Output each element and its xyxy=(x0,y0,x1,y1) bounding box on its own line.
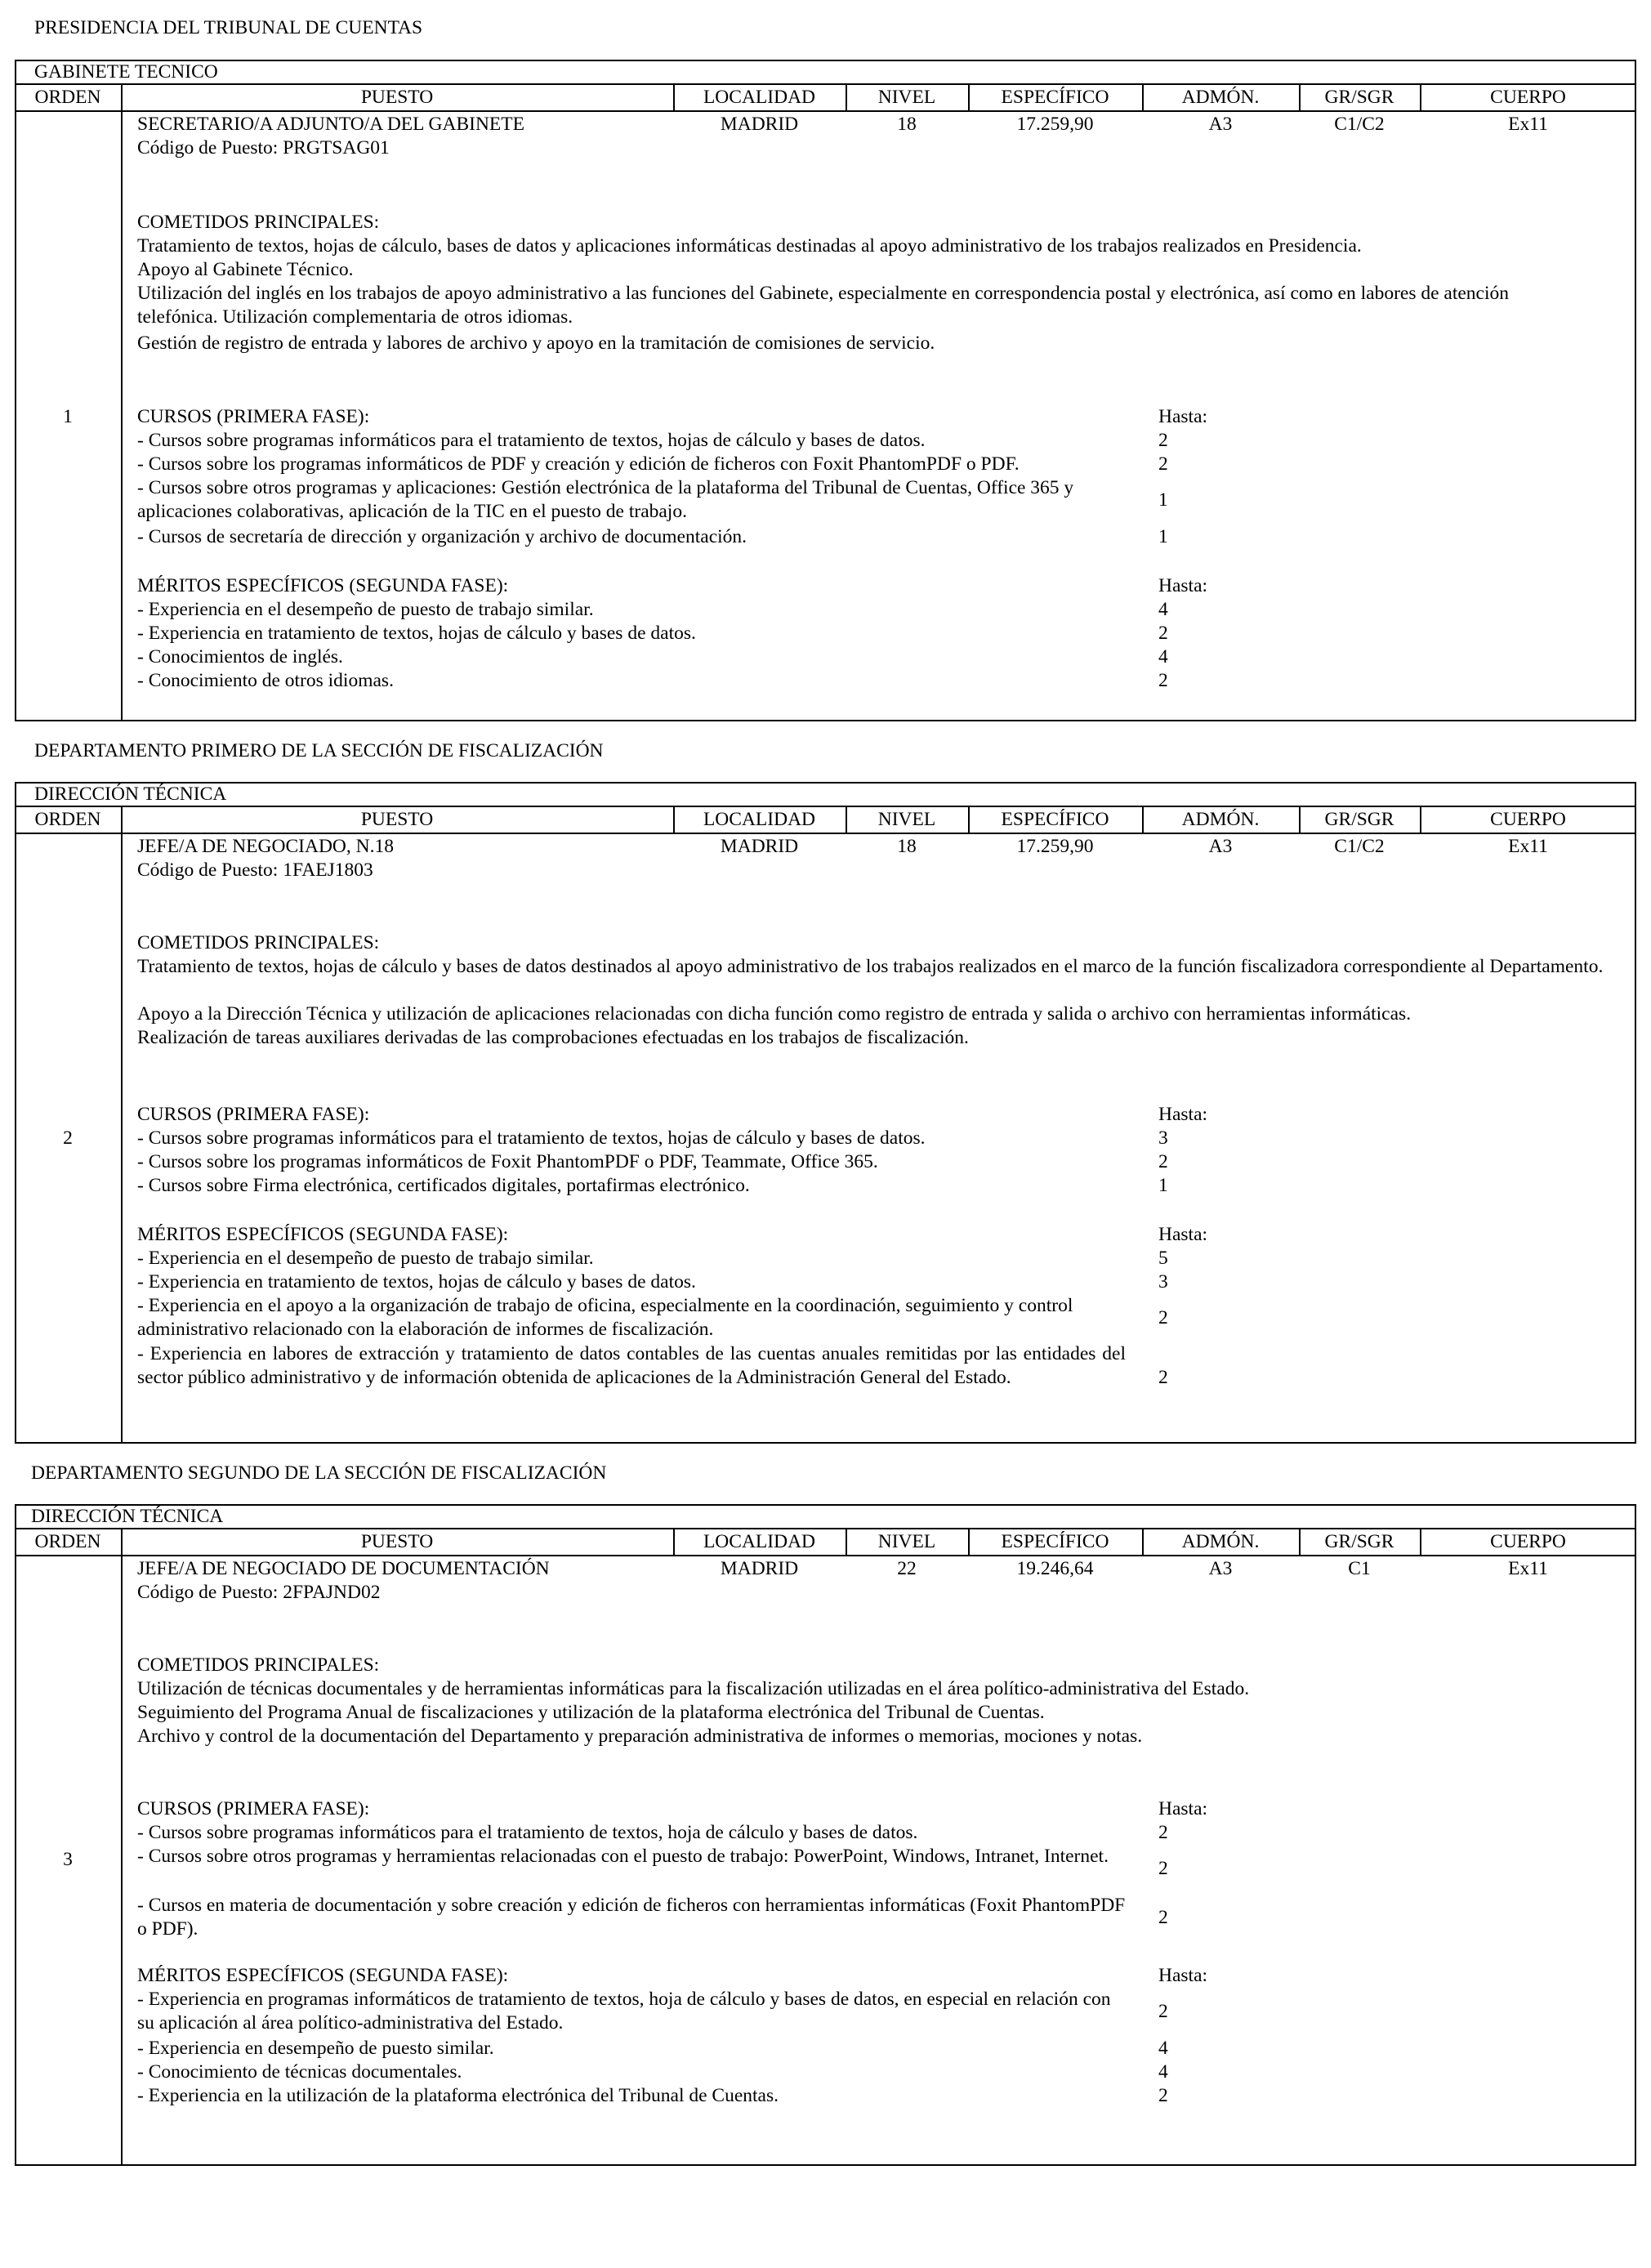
merito-item: - Experiencia en programas informáticos de tratamiento de textos, hoja de cálculo y bases de datos, en especial en relación con su aplicación al área político-administrativa del Estado. xyxy=(137,1989,1111,2034)
curso-points: 1 xyxy=(1158,489,1168,511)
header-grsgr: GR/SGR xyxy=(1324,87,1394,108)
meritos-title: MÉRITOS ESPECÍFICOS (SEGUNDA FASE): xyxy=(137,575,509,596)
cometidos-item: Utilización del inglés en los trabajos de apoyo administrativo a las funciones del Gabinete, especialmente en correspondencia postal y electrónica, así como en labores de atención telefónica. Utilización complementaria de otros idiomas. xyxy=(137,283,1509,328)
unit-heading: GABINETE TECNICO xyxy=(34,61,218,83)
orden-number: 1 xyxy=(63,406,73,427)
header-especifico: ESPECÍFICO xyxy=(1001,809,1109,830)
divider xyxy=(15,110,1636,112)
hasta-label: Hasta: xyxy=(1158,1965,1208,1986)
department-heading: DEPARTAMENTO SEGUNDO DE LA SECCIÓN DE FISCALIZACIÓN xyxy=(31,1462,607,1484)
merito-points: 2 xyxy=(1158,1307,1168,1328)
curso-points: 2 xyxy=(1158,453,1168,475)
cell-admon: A3 xyxy=(1208,836,1233,857)
cometidos-item: Archivo y control de la documentación del Departamento y preparación administrativa de informes o memorias, mociones y notas. xyxy=(137,1726,1143,1747)
curso-points: 1 xyxy=(1158,1175,1168,1196)
curso-item: - Cursos sobre los programas informáticos de Foxit PhantomPDF o PDF, Teammate, Office 365. xyxy=(137,1151,878,1172)
curso-points: 2 xyxy=(1158,430,1168,451)
merito-item: - Experiencia en el apoyo a la organización de trabajo de oficina, especialmente en la coordinación, seguimiento y control administrativo relacionado con la elaboración de informes de fiscalización. xyxy=(137,1295,1073,1340)
header-localidad: LOCALIDAD xyxy=(703,809,816,830)
cometidos-item: Apoyo al Gabinete Técnico. xyxy=(137,259,354,280)
merito-points: 2 xyxy=(1158,1367,1168,1388)
cometidos-item: Seguimiento del Programa Anual de fiscalizaciones y utilización de la plataforma electrónica del Tribunal de Cuentas. xyxy=(137,1702,1045,1723)
cell-grsgr: C1/C2 xyxy=(1334,836,1385,857)
header-nivel: NIVEL xyxy=(877,87,936,108)
cometidos-title: COMETIDOS PRINCIPALES: xyxy=(137,932,380,953)
meritos-title: MÉRITOS ESPECÍFICOS (SEGUNDA FASE): xyxy=(137,1224,509,1245)
header-nivel: NIVEL xyxy=(877,1531,936,1552)
unit-heading: DIRECCIÓN TÉCNICA xyxy=(34,784,227,805)
merito-points: 2 xyxy=(1158,2001,1168,2022)
curso-points: 2 xyxy=(1158,1151,1168,1172)
curso-item: - Cursos en materia de documentación y sobre creación y edición de ficheros con herramientas informáticas (Foxit PhantomPDF o PDF). xyxy=(137,1895,1126,1940)
cell-cuerpo: Ex11 xyxy=(1508,836,1548,857)
header-orden: ORDEN xyxy=(34,1531,101,1552)
cometidos-title: COMETIDOS PRINCIPALES: xyxy=(137,1654,380,1676)
merito-item: - Experiencia en la utilización de la plataforma electrónica del Tribunal de Cuentas. xyxy=(137,2085,779,2106)
header-localidad: LOCALIDAD xyxy=(703,87,816,108)
cometidos-item: Tratamiento de textos, hojas de cálculo y bases de datos destinados al apoyo administrativo de los trabajos realizados en el marco de la función fiscalizadora correspondiente al Departamento. xyxy=(137,956,1604,977)
merito-item: - Conocimiento de otros idiomas. xyxy=(137,670,394,691)
merito-points: 3 xyxy=(1158,1271,1168,1292)
merito-item: - Conocimiento de técnicas documentales. xyxy=(137,2061,462,2083)
curso-item: - Cursos sobre programas informáticos para el tratamiento de textos, hoja de cálculo y bases de datos. xyxy=(137,1822,918,1843)
position-title: SECRETARIO/A ADJUNTO/A DEL GABINETE xyxy=(137,114,524,135)
position-code: Código de Puesto: PRGTSAG01 xyxy=(137,137,390,158)
cell-especifico: 17.259,90 xyxy=(1016,836,1094,857)
cell-especifico: 17.259,90 xyxy=(1016,114,1094,135)
curso-points: 2 xyxy=(1158,1858,1168,1879)
curso-item: - Cursos sobre programas informáticos para el tratamiento de textos, hojas de cálculo y bases de datos. xyxy=(137,1127,926,1149)
merito-points: 4 xyxy=(1158,2038,1168,2059)
hasta-label: Hasta: xyxy=(1158,1224,1208,1245)
unit-heading: DIRECCIÓN TÉCNICA xyxy=(31,1506,224,1527)
curso-item: - Cursos sobre los programas informáticos de PDF y creación y edición de ficheros con Foxit PhantomPDF o PDF. xyxy=(137,453,1020,475)
hasta-label: Hasta: xyxy=(1158,575,1208,596)
merito-item: - Experiencia en labores de extracción y tratamiento de datos contables de las cuentas anuales remitidas por las entidades del sector público administrativo y de información obtenida de aplicaciones de la Administración General del Estado. xyxy=(137,1343,1126,1388)
cell-nivel: 18 xyxy=(897,836,917,857)
header-especifico: ESPECÍFICO xyxy=(1001,87,1109,108)
cometidos-item: Utilización de técnicas documentales y de herramientas informáticas para la fiscalización utilizadas en el área político-administrativa del Estado. xyxy=(137,1678,1250,1699)
merito-points: 4 xyxy=(1158,599,1168,620)
orden-number: 3 xyxy=(63,1849,73,1870)
merito-item: - Experiencia en desempeño de puesto similar. xyxy=(137,2038,494,2059)
header-nivel: NIVEL xyxy=(877,809,936,830)
cell-grsgr: C1 xyxy=(1348,1558,1371,1579)
meritos-title: MÉRITOS ESPECÍFICOS (SEGUNDA FASE): xyxy=(137,1965,509,1986)
cell-localidad: MADRID xyxy=(720,836,799,857)
divider xyxy=(15,833,1636,834)
merito-item: - Experiencia en el desempeño de puesto de trabajo similar. xyxy=(137,599,594,620)
cometidos-item: Tratamiento de textos, hojas de cálculo, bases de datos y aplicaciones informáticas destinadas al apoyo administrativo de los trabajos realizados en Presidencia. xyxy=(137,235,1362,257)
merito-points: 2 xyxy=(1158,670,1168,691)
merito-item: - Conocimientos de inglés. xyxy=(137,646,343,667)
curso-item: - Cursos sobre programas informáticos para el tratamiento de textos, hojas de cálculo y bases de datos. xyxy=(137,430,926,451)
divider xyxy=(121,806,123,1444)
curso-points: 3 xyxy=(1158,1127,1168,1149)
hasta-label: Hasta: xyxy=(1158,1104,1208,1125)
merito-item: - Experiencia en el desempeño de puesto de trabajo similar. xyxy=(137,1248,594,1269)
cursos-title: CURSOS (PRIMERA FASE): xyxy=(137,1104,370,1125)
divider xyxy=(15,83,1636,85)
hasta-label: Hasta: xyxy=(1158,1798,1208,1819)
header-grsgr: GR/SGR xyxy=(1324,1531,1394,1552)
cell-nivel: 22 xyxy=(897,1558,917,1579)
curso-item: - Cursos sobre Firma electrónica, certificados digitales, portafirmas electrónico. xyxy=(137,1175,750,1196)
department-heading: DEPARTAMENTO PRIMERO DE LA SECCIÓN DE FISCALIZACIÓN xyxy=(34,740,604,761)
merito-points: 2 xyxy=(1158,623,1168,644)
header-puesto: PUESTO xyxy=(360,87,434,108)
curso-points: 1 xyxy=(1158,526,1168,547)
orden-number: 2 xyxy=(63,1127,73,1149)
header-orden: ORDEN xyxy=(34,87,101,108)
cell-localidad: MADRID xyxy=(720,114,799,135)
header-cuerpo: CUERPO xyxy=(1490,87,1566,108)
header-grsgr: GR/SGR xyxy=(1324,809,1394,830)
hasta-label: Hasta: xyxy=(1158,406,1208,427)
cursos-title: CURSOS (PRIMERA FASE): xyxy=(137,1798,370,1819)
header-localidad: LOCALIDAD xyxy=(703,1531,816,1552)
curso-item: - Cursos sobre otros programas y aplicaciones: Gestión electrónica de la plataforma del Tribunal de Cuentas, Office 365 y aplicaciones colaborativas, aplicación de la TIC en el puesto de trabajo. xyxy=(137,477,1074,522)
cometidos-title: COMETIDOS PRINCIPALES: xyxy=(137,212,380,233)
header-puesto: PUESTO xyxy=(360,809,434,830)
cell-nivel: 18 xyxy=(897,114,917,135)
merito-points: 2 xyxy=(1158,2085,1168,2106)
divider xyxy=(121,1528,123,2166)
curso-points: 2 xyxy=(1158,1907,1168,1928)
merito-points: 4 xyxy=(1158,2061,1168,2083)
header-puesto: PUESTO xyxy=(360,1531,434,1552)
position-title: JEFE/A DE NEGOCIADO DE DOCUMENTACIÓN xyxy=(137,1558,550,1579)
header-admon: ADMÓN. xyxy=(1181,1531,1260,1552)
header-especifico: ESPECÍFICO xyxy=(1001,1531,1109,1552)
cell-grsgr: C1/C2 xyxy=(1334,114,1385,135)
cell-admon: A3 xyxy=(1208,1558,1233,1579)
position-code: Código de Puesto: 2FPAJND02 xyxy=(137,1582,381,1603)
divider xyxy=(15,1528,1636,1529)
header-admon: ADMÓN. xyxy=(1181,809,1260,830)
cell-cuerpo: Ex11 xyxy=(1508,114,1548,135)
cometidos-item: Gestión de registro de entrada y labores de archivo y apoyo en la tramitación de comisiones de servicio. xyxy=(137,333,935,354)
position-code: Código de Puesto: 1FAEJ1803 xyxy=(137,859,373,881)
merito-points: 5 xyxy=(1158,1248,1168,1269)
header-orden: ORDEN xyxy=(34,809,101,830)
cell-cuerpo: Ex11 xyxy=(1508,1558,1548,1579)
header-admon: ADMÓN. xyxy=(1181,87,1260,108)
divider xyxy=(121,83,123,721)
curso-item: - Cursos sobre otros programas y herramientas relacionadas con el puesto de trabajo: PowerPoint, Windows, Intranet, Internet. xyxy=(137,1846,1109,1867)
position-title: JEFE/A DE NEGOCIADO, N.18 xyxy=(137,836,394,857)
merito-item: - Experiencia en tratamiento de textos, hojas de cálculo y bases de datos. xyxy=(137,623,696,644)
merito-points: 4 xyxy=(1158,646,1168,667)
cometidos-item: Apoyo a la Dirección Técnica y utilización de aplicaciones relacionadas con dicha función como registro de entrada y salida o archivo con herramientas informáticas. xyxy=(137,1003,1412,1025)
cell-localidad: MADRID xyxy=(720,1558,799,1579)
merito-item: - Experiencia en tratamiento de textos, hojas de cálculo y bases de datos. xyxy=(137,1271,696,1292)
divider xyxy=(15,806,1636,807)
curso-points: 2 xyxy=(1158,1822,1168,1843)
header-cuerpo: CUERPO xyxy=(1490,1531,1566,1552)
curso-item: - Cursos de secretaría de dirección y organización y archivo de documentación. xyxy=(137,526,747,547)
divider xyxy=(15,1555,1636,1556)
cursos-title: CURSOS (PRIMERA FASE): xyxy=(137,406,370,427)
cometidos-item: Realización de tareas auxiliares derivadas de las comprobaciones efectuadas en los trabajos de fiscalización. xyxy=(137,1027,969,1048)
cell-admon: A3 xyxy=(1208,114,1233,135)
department-heading: PRESIDENCIA DEL TRIBUNAL DE CUENTAS xyxy=(34,17,423,38)
header-cuerpo: CUERPO xyxy=(1490,809,1566,830)
cell-especifico: 19.246,64 xyxy=(1016,1558,1094,1579)
